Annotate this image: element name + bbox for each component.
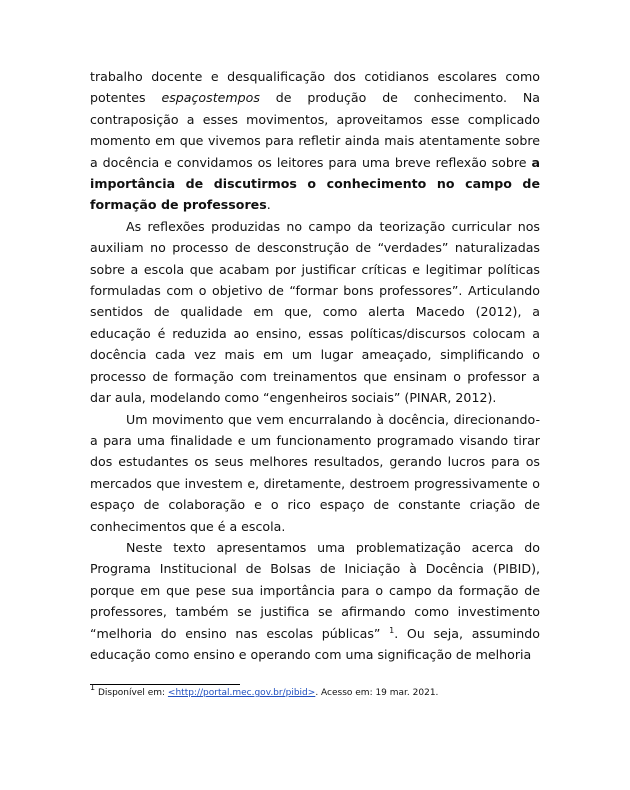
footnote-link[interactable]: <http://portal.mec.gov.br/pibid>: [167, 688, 316, 698]
paragraph-1-text-a: trabalho docente e desqualificação dos cotidianos escolares como potentes: [90, 69, 540, 106]
paragraph-1-text-b: de produção de conhecimento. Na contraposição a esses movimentos, aproveitamos esse complicado momento em que vivemos para refletir ainda mais atentamente sobre a docência e convidamos os leitores para uma breve reflexão sobre: [90, 90, 540, 170]
paragraph-4: [90, 537, 540, 665]
paragraph-1-bold-phrase: a importância de discutirmos o conhecimento no campo de formação de professores: [90, 154, 540, 213]
paragraph-1-text-c: .: [266, 197, 271, 213]
footnote-number: 1: [90, 683, 96, 692]
footnote-separator: [90, 684, 240, 685]
footnote-reference[interactable]: 1: [389, 625, 395, 635]
paragraph-1: [90, 66, 540, 216]
footnote: [90, 683, 540, 699]
footnote-prefix: Disponível em:: [95, 688, 168, 698]
paragraph-2: As reflexões produzidas no campo da teorização curricular nos auxiliam no processo de desconstrução de “verdades” naturalizadas sobre a escola que acabam por justificar críticas e legitimar políticas formuladas com o objetivo de “formar bons professores”. Articulando sentidos de qualidade em que, como alerta Macedo (2012), a educação é reduzida ao ensino, essas políticas/discursos colocam a docência cada vez mais em um lugar ameaçado, simplificando o processo de formação com treinamentos que ensinam o professor a dar aula, modelando como “engenheiros sociais” (PINAR, 2012).: [90, 218, 540, 406]
paragraph-4-text-b: . Ou seja, assumindo educação como ensino e operando com uma significação de melhoria: [90, 625, 540, 662]
footnote-suffix: . Acesso em: 19 mar. 2021.: [315, 688, 439, 698]
paragraph-4-text-a: Neste texto apresentamos uma problematização acerca do Programa Institucional de Bolsas de Iniciação à Docência (PIBID), porque em que pese sua importância para o campo da formação de professores, também se justifica se afirmando como investimento “melhoria do ensino nas escolas públicas”: [90, 539, 540, 641]
paragraph-1-italic-term: espaçostempos: [161, 90, 260, 106]
paragraph-3: Um movimento que vem encurralando à docência, direcionando-a para uma finalidade e um funcionamento programado visando tirar dos estudantes os seus melhores resultados, gerando lucros para os mercados que investem e, diretamente, destroem progressivamente o espaço de colaboração e o rico espaço de constante criação de conhecimentos que é a escola.: [90, 411, 540, 534]
body-text: [90, 66, 540, 665]
